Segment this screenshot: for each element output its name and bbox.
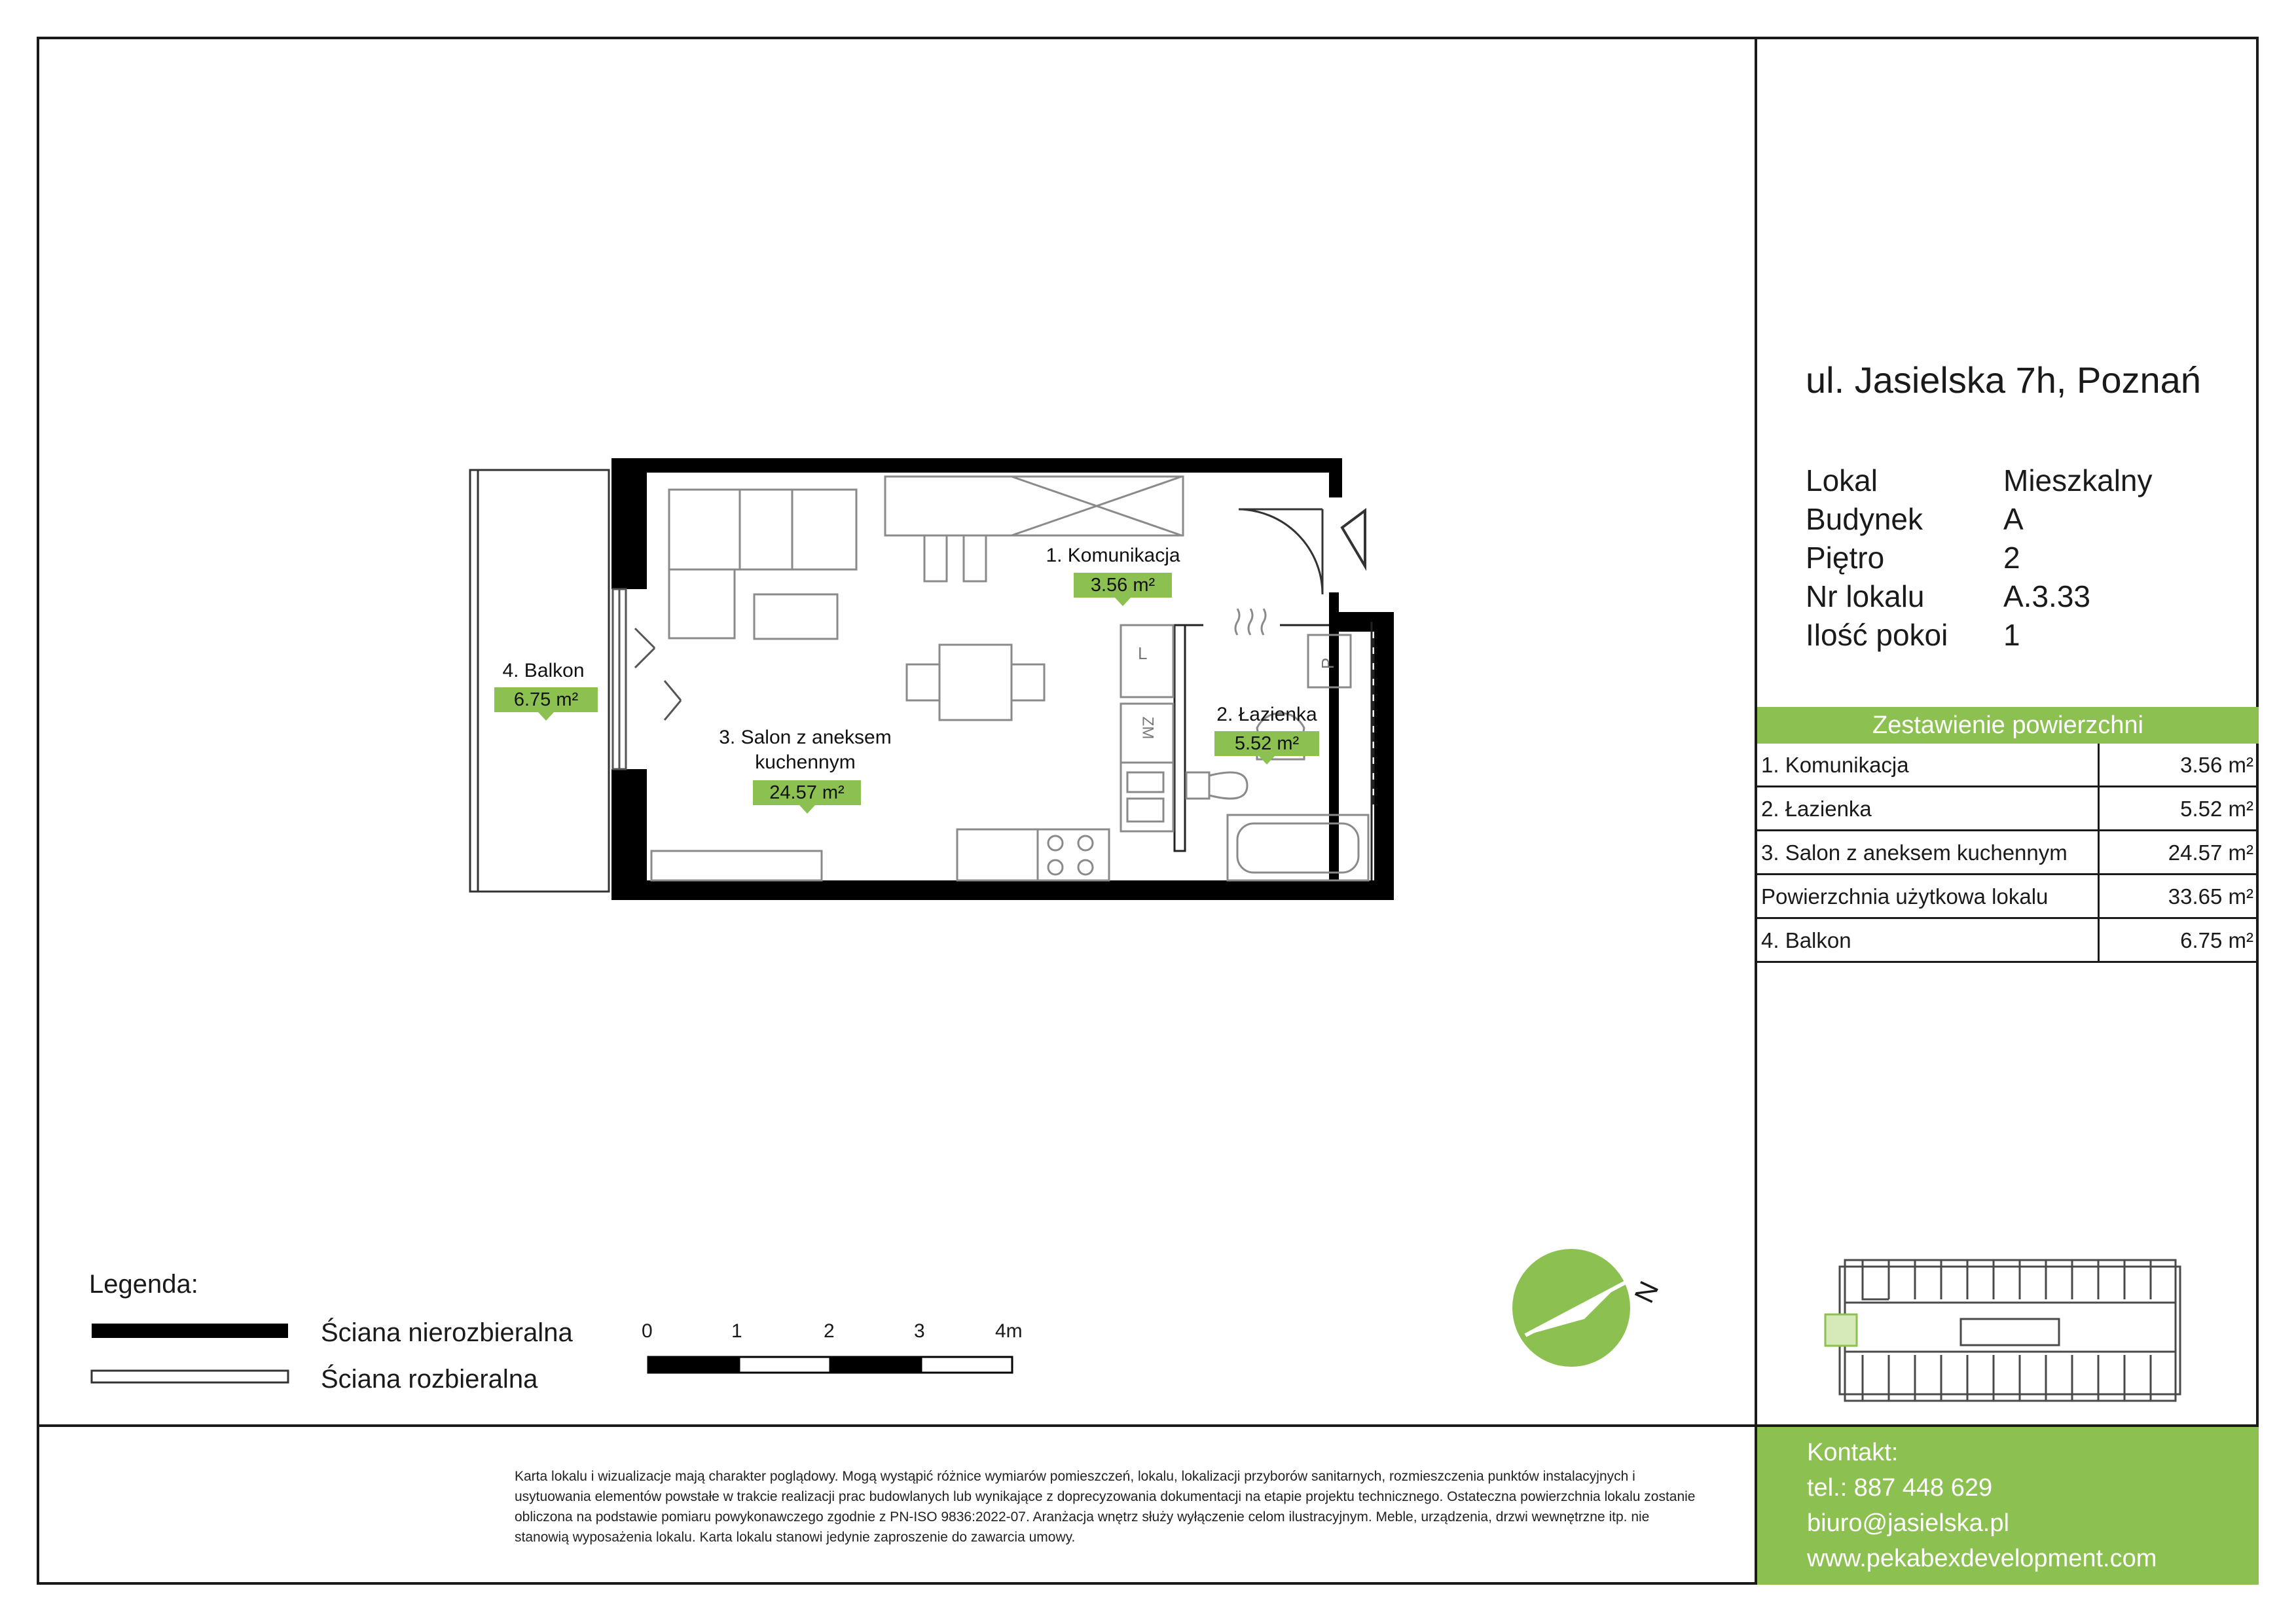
dishwasher-label: ZM [1139, 716, 1157, 740]
detail-value-ilosc-pokoi: 1 [2003, 618, 2020, 652]
scale-tick-2: 2 [824, 1320, 835, 1342]
summary-row [1757, 919, 2259, 963]
summary-separator [2098, 744, 2100, 785]
summary-row-area: 3.56 m² [2180, 753, 2253, 777]
detail-label-lokal: Lokal [1806, 463, 1878, 497]
legend-title: Legenda: [89, 1270, 198, 1299]
summary-separator [2098, 875, 2100, 917]
scale-tick-0: 0 [642, 1320, 653, 1342]
room-label-salon-line2: kuchennym [755, 751, 856, 773]
summary-row [1757, 831, 2259, 875]
summary-row-area: 24.57 m² [2168, 840, 2253, 865]
detail-label-nr-lokalu: Nr lokalu [1806, 579, 1925, 613]
summary-row-name: 4. Balkon [1761, 928, 1851, 952]
contact-title: Kontakt: [1807, 1439, 1899, 1466]
disclaimer-text: Karta lokalu i wizualizacje mają charakter poglądowy. Mogą wystąpić różnice wymiarów pomieszczeń, lokalu, lokalizacji przyborów sanitarnych, rozmieszczenia punktów instalacyjnych i usytuowania elementów powstałe w trakcie realizacji prac budowlanych lub wynikające z doprecyzowania dokumentacji na etapie projektu technicznego. Ostateczna powierzchnia lokalu zostanie obliczona na podstawie pomiaru powykonawczego zgodnie z PN-ISO 9836:2022-07. Aranżacja wnętrz służy wyłączenie celom ilustracyjnym. Meble, urządzenia, drzwi wewnętrzne itp. nie stanowią wyposażenia lokalu. Karta lokalu stanowi jedynie zaproszenie do zawarcia umowy. [515, 1469, 1696, 1545]
detail-value-nr-lokalu: A.3.33 [2003, 579, 2090, 613]
summary-row-name: 2. Łazienka [1761, 797, 1872, 821]
room-label-komunikacja: 1. Komunikacja [1046, 545, 1180, 566]
scale-bar [648, 1357, 1012, 1373]
summary-row-name: 1. Komunikacja [1761, 753, 1909, 777]
summary-row-area: 33.65 m² [2168, 884, 2253, 909]
summary-row-name: Powierzchnia użytkowa lokalu [1761, 884, 2049, 909]
summary-title: Zestawienie powierzchni [1757, 707, 2259, 744]
scale-tick-4: 4m [995, 1320, 1023, 1342]
area-badge-lazienka: 5.52 m² [1214, 731, 1319, 756]
detail-label-pietro: Piętro [1806, 541, 1885, 575]
contact-phone[interactable]: tel.: 887 448 629 [1807, 1474, 1993, 1502]
legend-partition-wall-label: Ściana rozbieralna [321, 1365, 538, 1394]
summary-row-area: 5.52 m² [2180, 797, 2253, 821]
summary-row-name: 3. Salon z aneksem kuchennym [1761, 840, 2068, 865]
detail-label-budynek: Budynek [1806, 502, 1923, 536]
address-title: ul. Jasielska 7h, Poznań [1806, 359, 2201, 401]
area-badge-komunikacja: 3.56 m² [1074, 573, 1172, 598]
room-label-lazienka: 2. Łazienka [1216, 704, 1317, 725]
summary-row [1757, 875, 2259, 919]
summary-row-area: 6.75 m² [2180, 928, 2253, 952]
scale-tick-3: 3 [914, 1320, 925, 1342]
key-plan-highlight [1825, 1314, 1857, 1346]
detail-value-lokal: Mieszkalny [2003, 463, 2153, 497]
area-badge-balkon: 6.75 m² [494, 687, 598, 712]
scale-tick-1: 1 [731, 1320, 742, 1342]
summary-row [1757, 744, 2259, 787]
summary-separator [2098, 919, 2100, 961]
detail-value-pietro: 2 [2003, 541, 2020, 575]
legend-solid-wall-label: Ściana nierozbieralna [321, 1318, 573, 1347]
fridge-label: L [1138, 643, 1148, 663]
compass [1512, 1249, 1630, 1367]
room-label-balkon: 4. Balkon [502, 660, 585, 681]
area-badge-salon: 24.57 m² [753, 780, 861, 805]
legend-swatches [92, 1324, 288, 1382]
summary-row [1757, 787, 2259, 831]
key-plan [1840, 1260, 2180, 1401]
summary-separator [2098, 831, 2100, 873]
detail-value-budynek: A [2003, 502, 2024, 536]
washer-label: P [1318, 657, 1338, 670]
contact-website[interactable]: www.pekabexdevelopment.com [1807, 1545, 2157, 1572]
contact-email[interactable]: biuro@jasielska.pl [1807, 1509, 2009, 1537]
north-label: N [1628, 1276, 1665, 1308]
summary-separator [2098, 787, 2100, 829]
detail-label-ilosc-pokoi: Ilość pokoi [1806, 618, 1948, 652]
room-label-salon-line1: 3. Salon z aneksem [719, 727, 892, 748]
